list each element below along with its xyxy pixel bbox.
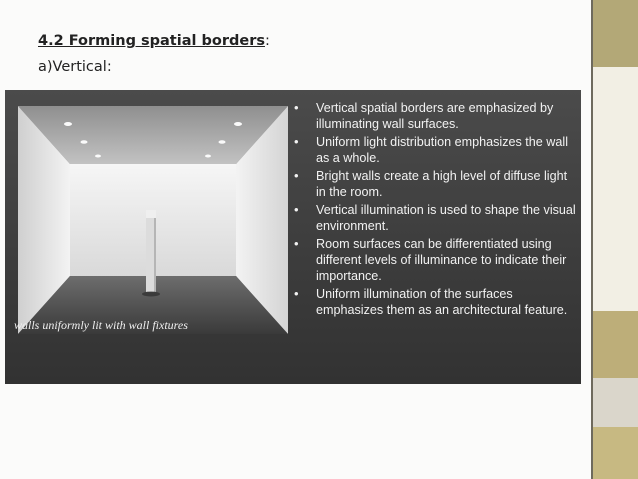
bullet-marker: • — [294, 134, 299, 149]
bullet-text: Bright walls create a high level of diffuse light in the room. — [316, 169, 568, 199]
bullet-list — [290, 100, 580, 320]
bullet-marker: • — [294, 286, 299, 301]
bullet-text: Uniform light distribution emphasizes the wall as a whole. — [316, 135, 568, 165]
sidebar-block — [593, 67, 638, 311]
slide-title-main: 4.2 Forming spatial borders — [38, 33, 265, 49]
bullet-item — [290, 100, 580, 132]
figure-caption: walls uniformly lit with wall fixtures — [14, 318, 188, 332]
decorative-sidebar — [593, 0, 638, 479]
bullet-text: Uniform illumination of the surfaces emphasizes them as an architectural feature. — [316, 287, 568, 317]
bullet-marker: • — [294, 202, 299, 217]
bullet-item — [290, 202, 580, 234]
bullet-marker: • — [294, 168, 299, 183]
sidebar-block — [593, 311, 638, 378]
slide-title — [38, 33, 270, 49]
figure-panel — [5, 90, 581, 384]
slide-title-colon: : — [264, 33, 270, 49]
bullet-item — [290, 168, 580, 200]
room-drawing — [18, 106, 288, 334]
bullet-item — [290, 236, 580, 284]
bullet-text: Vertical spatial borders are emphasized by illuminating wall surfaces. — [316, 101, 554, 131]
sidebar-block — [593, 427, 638, 479]
bullet-marker: • — [294, 100, 299, 115]
sidebar-block — [593, 0, 638, 67]
room-illustration — [18, 106, 288, 334]
bullet-text: Vertical illumination is used to shape the visual environment. — [316, 203, 576, 233]
bullet-item — [290, 286, 580, 318]
bullet-text: Room surfaces can be differentiated using different levels of illuminance to indicate their importance. — [316, 237, 567, 283]
slide-subtitle: a)Vertical: — [38, 59, 112, 75]
bullet-item — [290, 134, 580, 166]
sidebar-block — [593, 378, 638, 427]
bullet-marker: • — [294, 236, 299, 251]
